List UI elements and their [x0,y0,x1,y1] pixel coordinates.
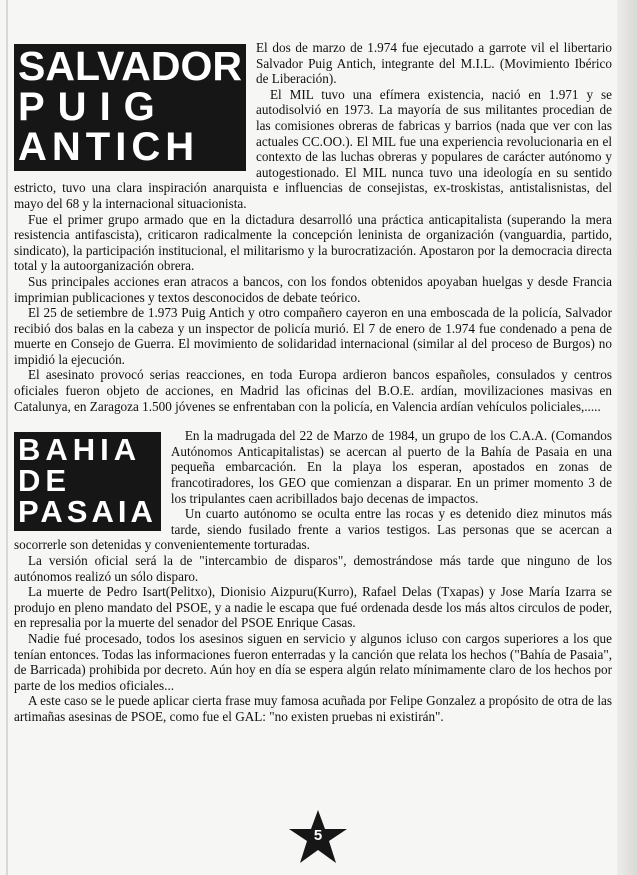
paragraph: La muerte de Pedro Isart(Pelitxo), Dionisio Aizpuru(Kurro), Rafael Delas (Txapas) y Jose María Izarra se produjo en pleno mandato del PSOE, y a nadie le escapa que fué ordenada desde los más altos circulos de poder, en represalia por la muerte del senador del PSOE Enrique Casas. [14,584,612,631]
paragraph: El MIL tuvo una efímera existencia, nació en 1.971 y se autodisolvió en 1973. La mayoría de sus militantes procedian de las comisiones obreras de fabricas y barrios (nada que ver con las actuales CC.OO.). El MIL fue una experiencia revolucionaria en el contexto de las luchas obreras y populares de carácter autónomo y autogestionado. El MIL nunca tuvo una ideología en su sentido estricto, tuvo una clara inspiración anarquista e influencias de consejistas, ex-troskistas, antistalisnistas, del mayo del 68 y la internacional situacionista. [14,86,612,211]
paragraph: Nadie fué procesado, todos los asesinos siguen en servicio y algunos icluso con cargos superiores a los que tenían entonces. Todas las informaciones fueron enterradas y la canción que relata los hechos ("Bahía de Pasaia", de Barricada) prohibida por decreto. Aún hoy en día se espera algún relato mínimamente claro de los hechos por parte de los medios oficiales... [14,630,612,693]
title-line: ANTICH [18,125,200,169]
page-number: 5 [313,827,323,844]
paragraph: Fue el primer grupo armado que en la dictadura desarrolló una práctica anticapitalista (superando la mera resistencia antifascista), criticaron radicalmente la concepción leninista de organización (vanguardia, partido, sindicato), la participación institucional, el militarismo y la burocratización. Apostaron por la democracia directa total y la autoorganización obrera. [14,211,612,274]
title-line: BAHIA [18,432,142,468]
section-title-bahia-de-pasaia [14,432,161,531]
section-bahia-de-pasaia [14,428,612,724]
paragraph: El asesinato provocó serias reacciones, en toda Europa ardieron bancos españoles, consulados y centros oficiales fueron objeto de acciones, en Madrid las oficinas del B.O.E. ardían, movilizaciones masivas en Catalunya, en Zaragoza 1.500 jóvenes se enfrentaban con la policía, en Valencia ardían vehículos policiales,..... [14,367,612,414]
document-page [14,40,612,725]
section-salvador-puig-antich [14,40,612,414]
paragraph: A este caso se le puede aplicar cierta frase muy famosa acuñada por Felipe Gonzalez a propósito de otra de las artimañas asesinas de PSOE, como fue el GAL: "no existen pruebas ni existirán". [14,693,612,724]
title-line: SALVADOR [18,43,242,89]
page-edge [6,0,8,875]
title-line: PUIG [18,85,168,129]
paragraph: El 25 de setiembre de 1.973 Puig Antich y otro compañero cayeron en una emboscada de la policía, Salvador recibió dos balas en la cabeza y un inspector de policía murió. El 7 de enero de 1.974 fue condenado a pena de muerte en Consejo de Guerra. El movimiento de solidaridad internacional (similar al del proceso de Burgos) no impidió la ejecución. [14,305,612,367]
page-number-badge [287,808,349,866]
title-line: PASAIA [18,494,157,530]
paragraph: En la madrugada del 22 de Marzo de 1984, un grupo de los C.A.A. (Comandos Autónomos Anticapitalistas) se acercan al puerto de la Bahía de Pasaia en una pequeña embarcación. En la playa los esperan, apostados en zonas de francotiradores, los GEO que comienzan a disparar. En un primer momento 3 de los tripulantes caen acribillados bajo decenas de impactos. [170,428,612,506]
paragraph: El dos de marzo de 1.974 fue ejecutado a garrote vil el libertario Salvador Puig Antich, integrante del M.I.L. (Movimiento Ibérico de Liberación). [255,40,612,87]
paragraph: La versión oficial será la de "intercambio de disparos", demostrándose más tarde que ninguno de los autónomos realizó un sólo disparo. [14,553,612,584]
title-line: DE [18,463,72,499]
paragraph: Sus principales acciones eran atracos a bancos, con los fondos obtenidos apoyaban huelgas y desde Francia imprimian publicaciones y textos desconocidos de debate teórico. [14,273,612,305]
paragraph: Un cuarto autónomo se oculta entre las rocas y es detenido diez minutos más tarde, siendo fusilado frente a varios testigos. Las personas que se acercan a socorrerle son detenidas y convenientemente torturadas. [14,506,612,553]
facing-page-shadow [617,0,637,875]
section-title-salvador-puig-antich [14,44,246,171]
